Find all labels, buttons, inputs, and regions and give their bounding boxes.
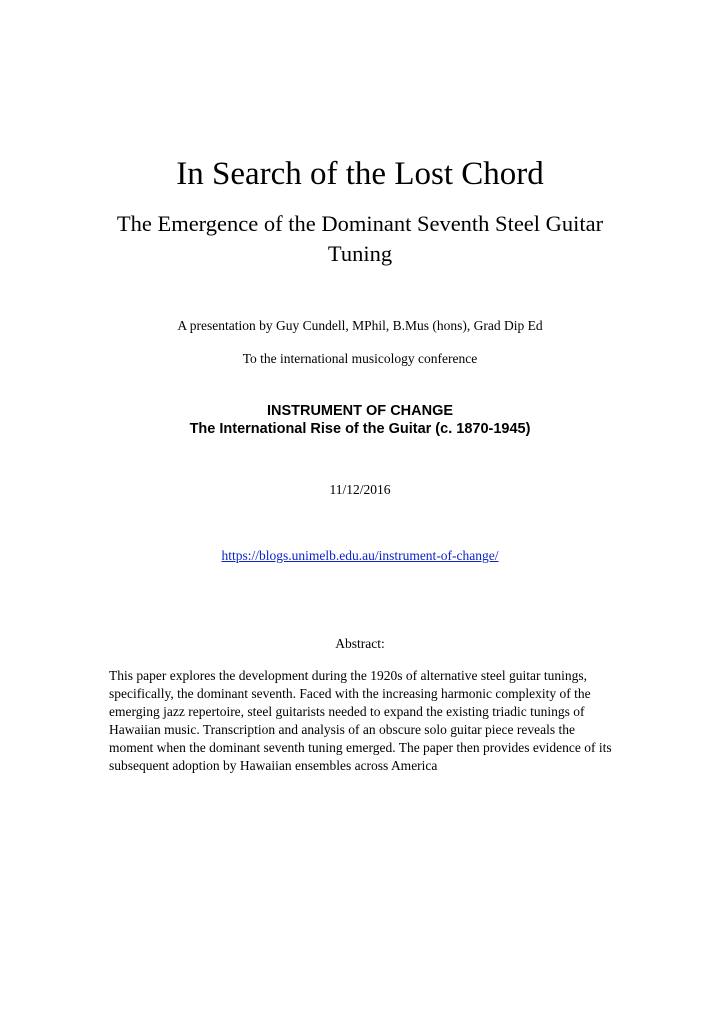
conference-link[interactable]: https://blogs.unimelb.edu.au/instrument-of-change/ (221, 548, 499, 563)
conference-name: INSTRUMENT OF CHANGE (266, 403, 454, 419)
presentation-date: 11/12/2016 (329, 482, 391, 497)
presenter-line: A presentation by Guy Cundell, MPhil, B.Mus (hons), Grad Dip Ed (177, 318, 543, 333)
abstract-body: This paper explores the development during the 1920s of alternative steel guitar tunings, specifically, the dominant seventh. Faced with the increasing harmonic complexity of the emerging jazz repertoire, steel guitarists needed to expand the existing triadic tunings of Hawaiian music. Transcription and analysis of an obscure solo guitar piece reveals the moment when the dominant seventh tuning emerged. The paper then provides evidence of its subsequent adoption by Hawaiian ensembles across America (109, 668, 612, 773)
conference-intro: To the international musicology conference (242, 351, 478, 366)
conference-subtitle: The International Rise of the Guitar (c. 1870-1945) (189, 421, 531, 437)
conference-link-wrapper (0, 546, 720, 566)
document-title: In Search of the Lost Chord (176, 156, 544, 192)
abstract-heading: Abstract: (335, 636, 385, 651)
document-subtitle: The Emergence of the Dominant Seventh Steel Guitar Tuning (116, 211, 604, 266)
